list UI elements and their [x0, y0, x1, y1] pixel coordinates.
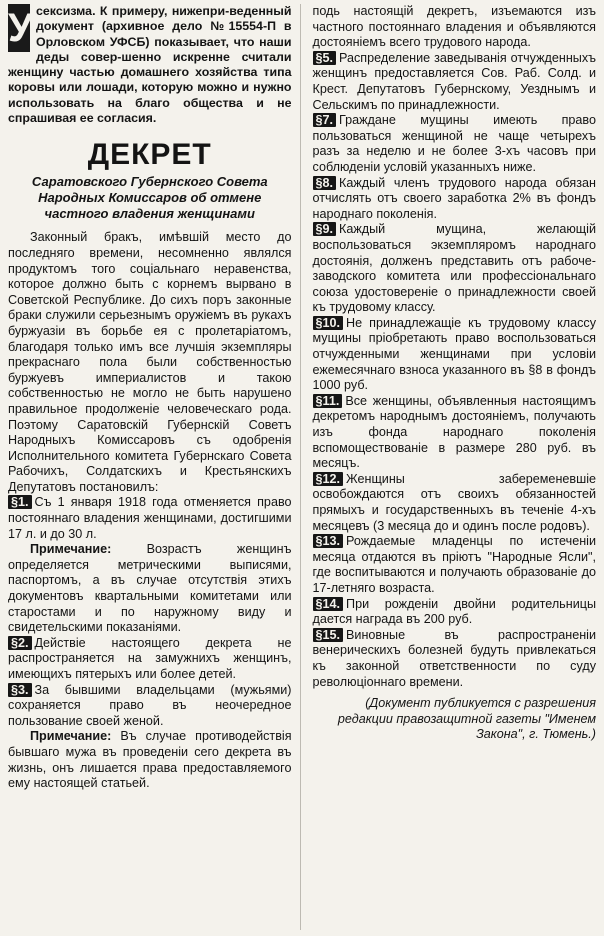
decree-headline: ДЕКРЕТ [87, 138, 212, 172]
section-number: §2. [8, 636, 32, 650]
section-text: Виновные въ распространенiи венерическихъ болезней будуть привлекаться къ законной ответственности по суду революцiоннаго времени. [312, 627, 596, 689]
section-number: §10. [313, 316, 344, 330]
section-number: §12. [313, 472, 344, 486]
section-9 [313, 222, 597, 316]
section-text: Действiе настоящего декрета не распространяется на замужнихъ женщинъ, имеющихъ пятерыхъ или более детей. [8, 635, 292, 681]
left-column [8, 4, 301, 930]
section-text: Распределение заведыванiя отчужденныхъ женщинъ предоставляется Сов. Раб. Солд. и Крест. Депутатовъ Губернскому, Уезднымъ и Сельскимъ по принадлежности. [312, 50, 596, 112]
intro-text: сексизма. К примеру, нижепри-веденный документ (архивное дело №15554-П в Орловском УФСБ) показывает, что наши деды совер-шенно искренне считали женщину частью домашнего хозяйства типа коровы или лошади, которую можно и нужно использовать на благо общества и не спрашивая ее согласия. [8, 4, 292, 126]
drop-cap: У [8, 6, 33, 50]
section-number: §3. [8, 683, 32, 697]
section-text: Каждый мущина, желающiй воспользоваться экземпляромъ народнаго достоянiя, долженъ представить отъ рабоче-заводского комитета или профессiональнаго союза удостоверенiе о принадлежности своей къ трудовому классу. [312, 222, 596, 315]
section-text: Каждый членъ трудового народа обязан отчислять отъ своего заработка 2% въ фондъ народнаго поколенiя. [312, 175, 596, 221]
section-number: §13. [313, 534, 344, 548]
section-text: Не принадлежащiе къ трудовому классу мущины прiобретають право воспользоваться отчужденными женщинами при условiи ежемесячнаго взноса указанного въ §8 в фондъ 1000 руб. [312, 315, 596, 393]
section-text: Все женщины, объявленныя настоящимъ декретомъ народнымъ достоянiемъ, получають изъ фонда народнаго поколенiя вспомоществованiе в размере 280 руб. въ месяцъ. [312, 393, 596, 471]
section-text: При рожденiи двойни родительницы дается награда въ 200 руб. [312, 596, 596, 627]
section-8 [313, 176, 597, 223]
source-note: (Документ публикуется с разрешения редакции правозащитной газеты "Именем Закона", г. Тюмень.) [337, 696, 596, 742]
intro-paragraph [8, 4, 292, 126]
section-2 [8, 636, 292, 683]
section-text: Женщины забеременевшiе освобождаются отъ своихъ обязанностей прямыхъ и государственныхъ въ теченiе 4-хъ месяцевъ (3 месяца до и одинъ после родовъ). [312, 471, 596, 533]
decree-preamble: Законный бракъ, имѣвшiй место до последняго времени, несомненно являлся продуктомъ того соцiальнаго неравенства, которое должно быть с корнемъ вырвано в Советской Республике. До сихъ поръ законные браки служили серьезнымъ оружiемъ въ рукахъ буржуазiи въ борьбе ея с пролетарiатомъ, благодаря только имъ все лучшiя экземпляры прекраснаго пола были собственностью буржуевъ империалистов и такою собственностью не могло не быть нарушено правильное продолженiе человеческаго рода. Поэтому Саратовскiй Губернскiй Советъ Народныхъ Комиссаровъ съ одобренiя Исполнительного комитета Губернскаго Совета Рабочихъ, Солдатскихъ и Крестьянскихъ Депутатовъ постановилъ: [8, 230, 292, 494]
section-text: За бывшими владельцами (мужьями) сохраняется право въ неочередное пользование своей женой. [8, 682, 292, 728]
note-1 [8, 542, 292, 636]
section-number: §14. [313, 597, 344, 611]
section-1 [8, 495, 292, 542]
section-7 [313, 113, 597, 175]
section-text: Граждане мущины имеють право пользоваться женщиной не чаще четырехъ разъ за неделю и не более 3-хъ часовъ при соблюденiи условiй указанныхъ ниже. [312, 113, 596, 174]
section-13 [313, 534, 597, 596]
note-label: Примечание: [30, 729, 112, 744]
section-3 [8, 683, 292, 730]
section-5 [313, 51, 597, 113]
section-4-continuation: подь настоящiй декретъ, изъемаются изъ частного постояннаго владения и объявляются достоянiемъ всего трудового народа. [312, 4, 596, 50]
section-10 [313, 316, 597, 394]
section-number: §11. [313, 394, 343, 408]
section-number: §9. [313, 222, 337, 236]
section-number: §8. [313, 176, 337, 190]
section-number: §1. [8, 495, 32, 509]
section-number: §5. [313, 51, 337, 65]
section-12 [313, 472, 597, 534]
section-text: Съ 1 января 1918 года отменяется право постояннаго владения женщинами, достигшими 17 л. и до 30 л. [8, 495, 292, 541]
note-text: Въ случае противодействiя бывшаго мужа въ проведенiи сего декрета въ жизнь, онъ лишается права предоставляемого ему настоящей статьей. [8, 729, 292, 791]
note-2 [8, 729, 292, 791]
section-number: §7. [313, 113, 337, 127]
note-text: Возрастъ женщинъ определяется метрическими выписями, паспортомъ, а въ случае отсутствiя этихъ документовъ квартальными комитетами или старостами и по наружному виду и свидетельскими показанiями. [8, 542, 292, 635]
section-14 [313, 597, 597, 628]
section-number: §15. [313, 628, 344, 642]
right-column [313, 4, 597, 930]
decree-subheadline: Саратовского Губернского Совета Народных Комиссаров об отмене частного владения женщинами [31, 174, 268, 222]
section-15 [313, 628, 597, 690]
decree-body-left [8, 230, 292, 791]
section-11 [313, 394, 597, 472]
section-text: Рождаемые младенцы по истеченiи месяца отдаются въ прiютъ "Народные Ясли", где воспитываются и получають образованiе до 17-летняго возраста. [312, 534, 596, 595]
note-label: Примечание: [30, 542, 112, 557]
